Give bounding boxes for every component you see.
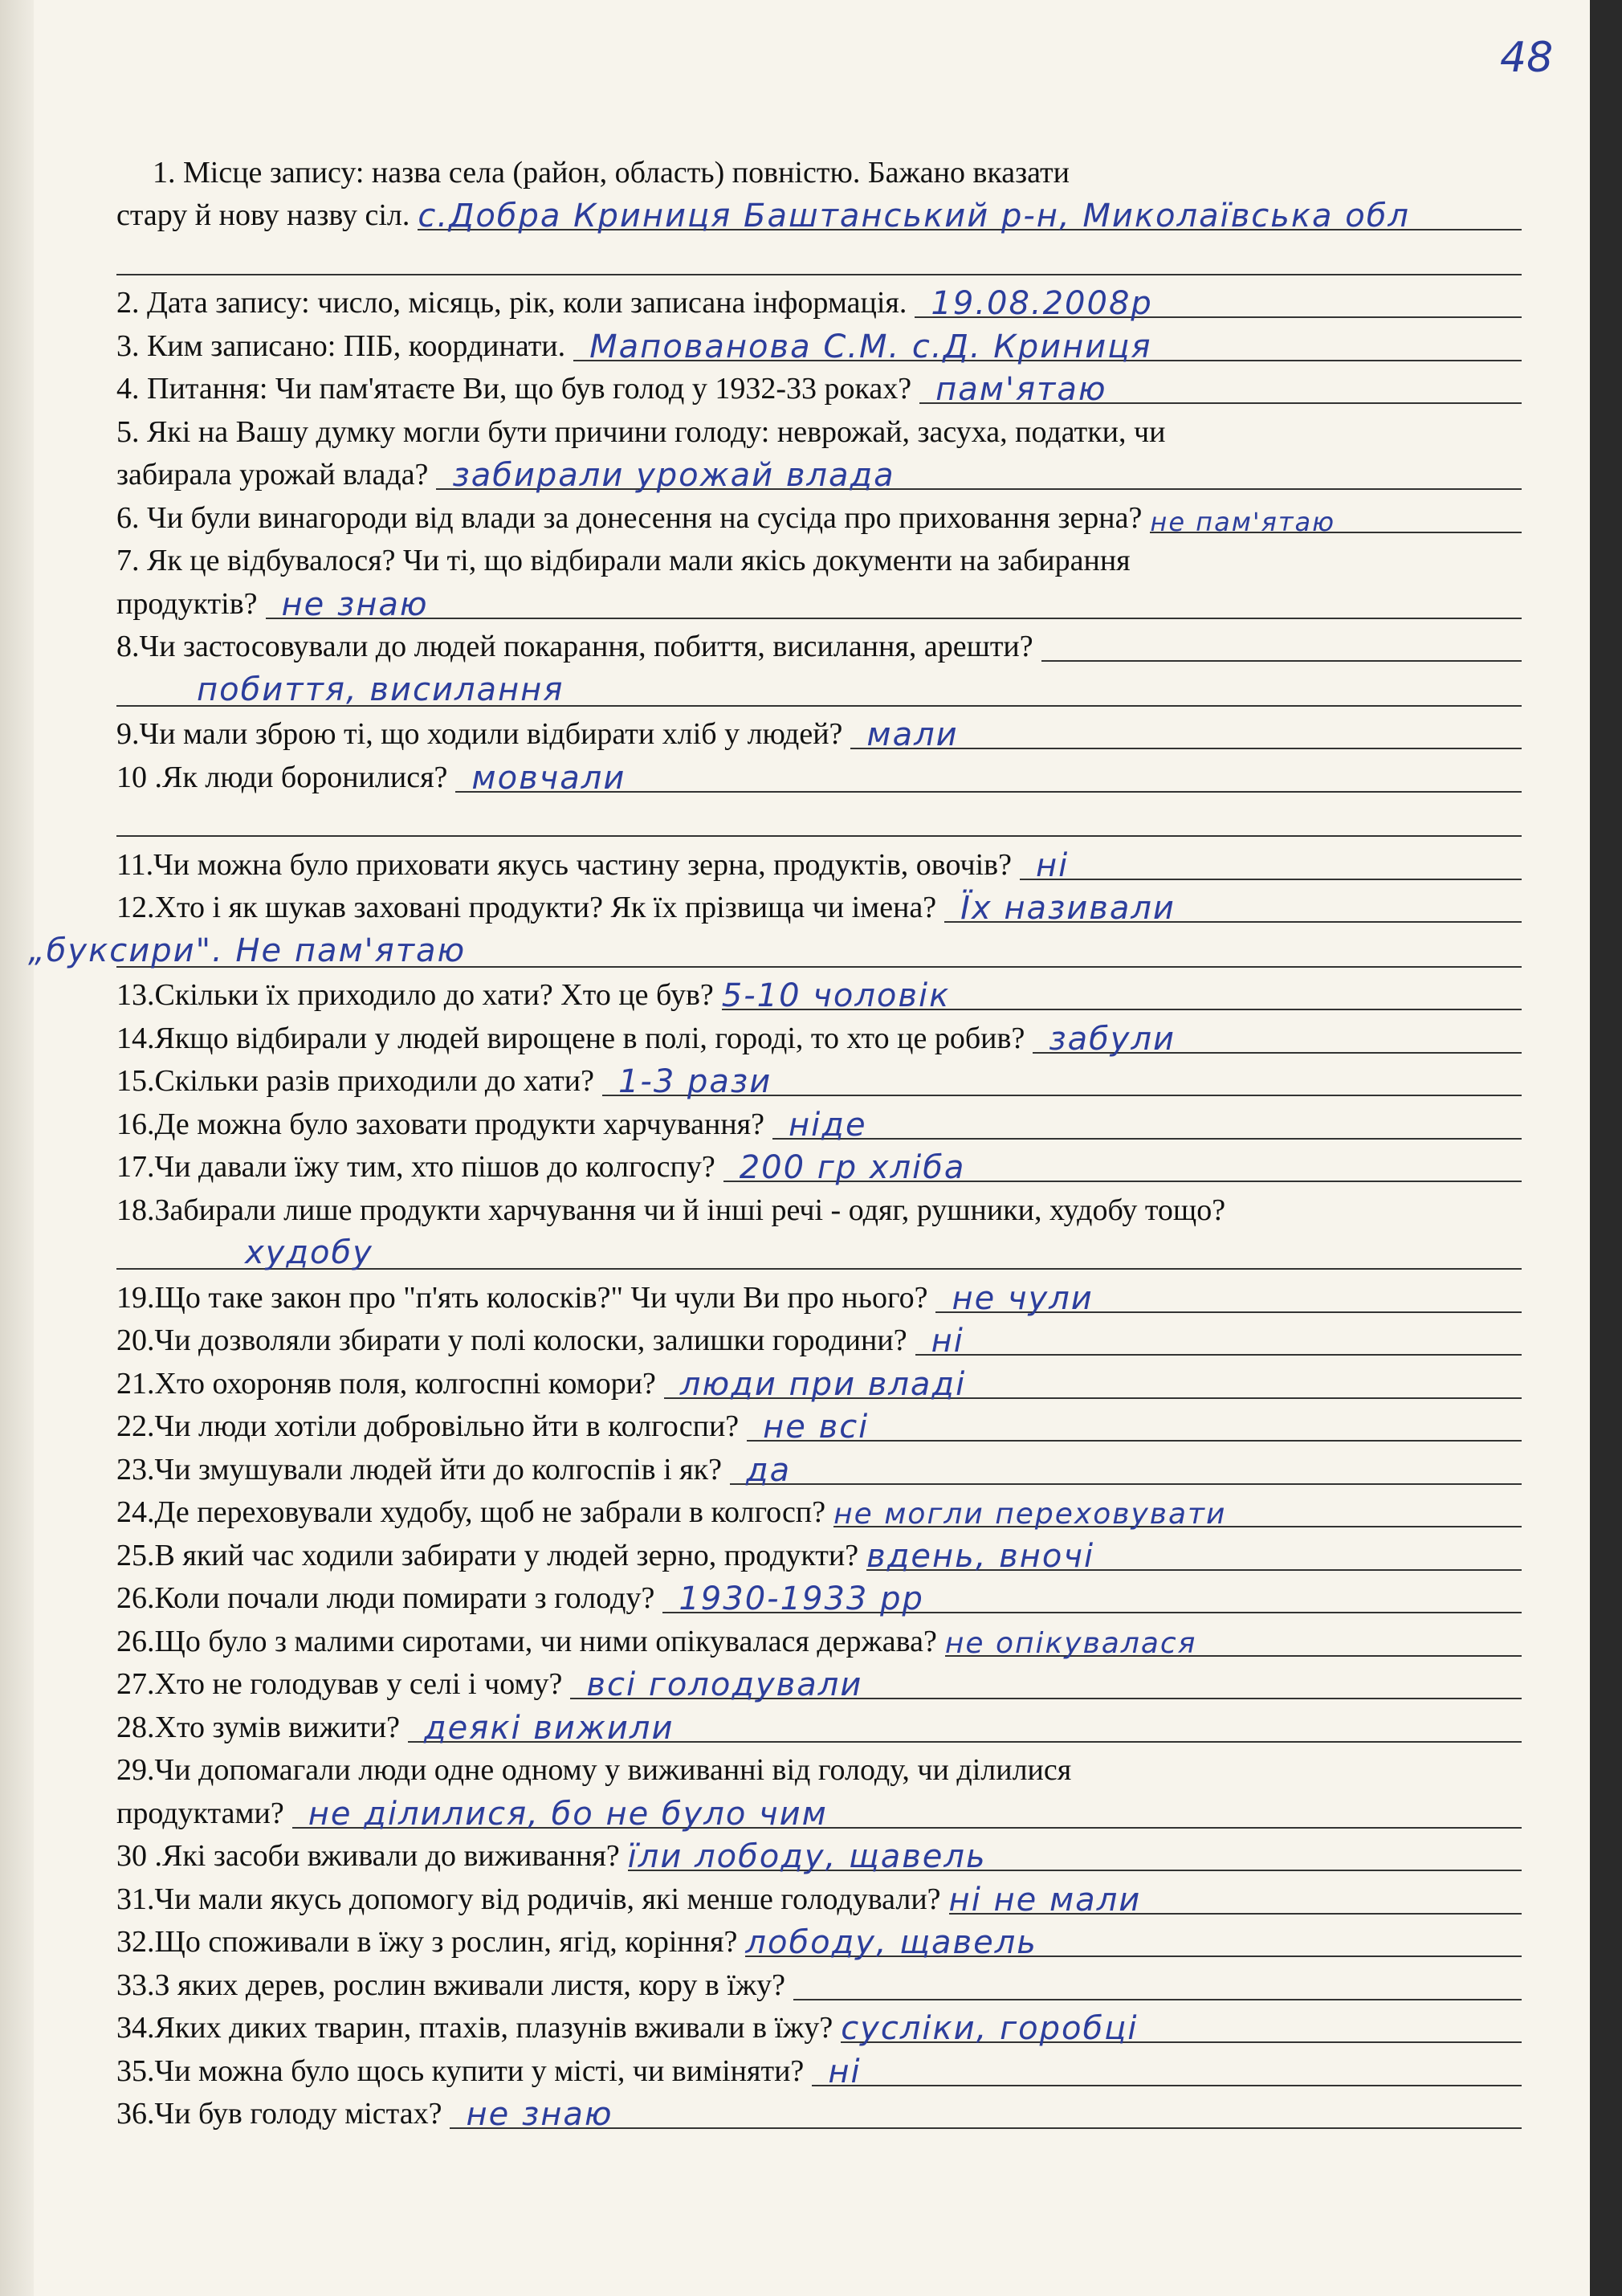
question-2 xyxy=(116,275,1522,322)
question-19 xyxy=(116,1270,1522,1317)
handwritten-answer: мали xyxy=(866,716,959,753)
question-21 xyxy=(116,1356,1522,1403)
answer-line[interactable] xyxy=(292,1795,1522,1833)
handwritten-answer: 1-3 рази xyxy=(617,1063,772,1100)
answer-line[interactable] xyxy=(772,1106,1522,1144)
question-12 xyxy=(116,880,1522,927)
question-34 xyxy=(116,2000,1522,2047)
question-33 xyxy=(116,1957,1522,2000)
answer-line[interactable] xyxy=(1041,628,1522,662)
question-3 xyxy=(116,318,1522,365)
handwritten-answer: не пам'ятаю xyxy=(1150,506,1336,537)
question-5-cont xyxy=(116,447,1522,494)
answer-line[interactable] xyxy=(408,1709,1522,1747)
questionnaire-form xyxy=(28,145,1522,2133)
handwritten-answer: 200 гр хліба xyxy=(739,1149,966,1186)
question-text: 13.Скільки їх приходило до хати? Хто це був? xyxy=(116,978,714,1012)
answer-line[interactable] xyxy=(841,2009,1522,2047)
answer-line-extra xyxy=(116,230,1522,275)
question-text: 29.Чи допомагали люди одне одному у виживанні від голоду, чи ділилися xyxy=(116,1753,1072,1787)
question-8 xyxy=(116,619,1522,663)
handwritten-answer: пам'ятаю xyxy=(935,371,1107,408)
handwritten-answer: ні xyxy=(931,1323,964,1360)
question-text: 26.Коли почали люди помирати з голоду? xyxy=(116,1581,655,1615)
question-11 xyxy=(116,837,1522,884)
question-18 xyxy=(116,1182,1522,1225)
handwritten-answer: мовчали xyxy=(471,759,626,797)
answer-line[interactable] xyxy=(935,1279,1522,1317)
question-29-cont xyxy=(116,1785,1522,1833)
question-7-cont xyxy=(116,576,1522,623)
handwritten-answer: ні не мали xyxy=(948,1881,1142,1919)
handwritten-answer: 19.08.2008р xyxy=(931,285,1153,322)
question-text: 5. Які на Вашу думку могли бути причини голоду: неврожай, засуха, податки, чи xyxy=(116,414,1166,449)
question-16 xyxy=(116,1096,1522,1144)
question-text: 14.Якщо відбирали у людей вирощене в полі, городі, то хто це робив? xyxy=(116,1021,1025,1055)
answer-line[interactable] xyxy=(850,716,1522,753)
question-text: 12.Хто і як шукав заховані продукти? Як їх прізвища чи імена? xyxy=(116,891,937,924)
answer-line[interactable] xyxy=(664,1365,1522,1403)
handwritten-answer: Мапованова С.М. с.Д. Криниця xyxy=(589,328,1152,365)
handwritten-answer: їли лободу, щавель xyxy=(627,1838,987,1875)
answer-line[interactable] xyxy=(730,1451,1522,1489)
answer-line[interactable] xyxy=(915,284,1522,322)
question-24 xyxy=(116,1485,1522,1531)
answer-line-extra[interactable] xyxy=(116,662,1522,707)
question-text: 36.Чи був голоду містах? xyxy=(116,2097,442,2131)
question-13 xyxy=(116,968,1522,1014)
answer-line-extra xyxy=(116,793,1522,838)
handwritten-answer: не чули xyxy=(952,1279,1094,1317)
question-25 xyxy=(116,1527,1522,1575)
answer-line[interactable] xyxy=(627,1837,1522,1875)
handwritten-answer: забирали урожай влада xyxy=(452,457,895,494)
question-text: 33.З яких дерев, рослин вживали листя, кору в їжу? xyxy=(116,1968,786,2002)
page-number: 48 xyxy=(1500,34,1554,82)
answer-line[interactable] xyxy=(455,759,1522,797)
question-7 xyxy=(116,533,1522,577)
answer-line[interactable] xyxy=(1020,846,1522,884)
question-text: 34.Яких диких тварин, птахів, плазунів вживали в їжу? xyxy=(116,2011,833,2045)
answer-line[interactable] xyxy=(745,1923,1522,1961)
question-text: 27.Хто не голодував у селі і чому? xyxy=(116,1667,563,1701)
answer-line[interactable] xyxy=(266,585,1522,623)
question-36 xyxy=(116,2086,1522,2133)
answer-line-extra[interactable] xyxy=(116,1225,1522,1270)
answer-line[interactable] xyxy=(436,456,1522,494)
handwritten-answer: ні xyxy=(1035,846,1070,884)
question-28 xyxy=(116,1699,1522,1747)
question-text: 20.Чи дозволяли збирати у полі колоски, залишки городини? xyxy=(116,1323,907,1357)
question-text: 24.Де переховували худобу, щоб не забрали в колгосп? xyxy=(116,1495,826,1529)
question-text: 3. Ким записано: ПІБ, координати. xyxy=(116,328,566,363)
answer-line[interactable] xyxy=(570,1666,1522,1703)
question-30 xyxy=(116,1829,1522,1875)
question-1 xyxy=(116,145,1522,188)
question-27 xyxy=(116,1657,1522,1703)
handwritten-answer: да xyxy=(745,1451,792,1489)
handwritten-answer: не знаю xyxy=(281,585,429,623)
answer-line[interactable] xyxy=(812,2053,1522,2090)
question-17 xyxy=(116,1140,1522,1186)
question-text: 23.Чи змушували людей йти до колгоспів і як? xyxy=(116,1452,722,1486)
handwritten-answer: сусліки, горобці xyxy=(841,2010,1139,2047)
handwritten-answer: всі голодували xyxy=(586,1666,863,1703)
question-35 xyxy=(116,2043,1522,2090)
question-6 xyxy=(116,490,1522,537)
question-20 xyxy=(116,1313,1522,1360)
answer-line[interactable] xyxy=(944,1623,1522,1660)
question-text: забирала урожай влада? xyxy=(116,458,429,491)
question-text: 22.Чи люди хотіли добровільно йти в колгоспи? xyxy=(116,1409,740,1443)
answer-line[interactable] xyxy=(944,889,1522,927)
question-text: 35.Чи можна було щось купити у місті, чи виміняти? xyxy=(116,2053,805,2088)
question-text: 7. Як це відбувалося? Чи ті, що відбирали мали якісь документи на забирання xyxy=(116,544,1131,577)
question-5 xyxy=(116,404,1522,447)
handwritten-answer: не ділилися, бо не було чим xyxy=(308,1795,828,1833)
question-9 xyxy=(116,707,1522,753)
question-text: 25.В який час ходили забирати у людей зерно, продукти? xyxy=(116,1538,859,1572)
page-left-edge xyxy=(0,0,34,2296)
question-text: 8.Чи застосовували до людей покарання, побиття, висилання, арешти? xyxy=(116,630,1033,663)
question-32 xyxy=(116,1915,1522,1961)
answer-line[interactable] xyxy=(721,977,1522,1014)
question-text: 19.Що таке закон про "п'ять колосків?" Чи чули Ви про нього? xyxy=(116,1280,928,1315)
answer-line[interactable] xyxy=(723,1148,1522,1186)
answer-line[interactable] xyxy=(418,197,1522,234)
question-14 xyxy=(116,1010,1522,1058)
question-text: продуктів? xyxy=(116,586,258,621)
handwritten-answer: 5-10 чоловік xyxy=(721,977,951,1014)
handwritten-answer: забули xyxy=(1049,1020,1176,1058)
answer-line[interactable] xyxy=(747,1408,1522,1446)
answer-line[interactable] xyxy=(833,1494,1522,1531)
answer-line[interactable] xyxy=(450,2095,1522,2133)
handwritten-answer: вдень, вночі xyxy=(866,1537,1095,1575)
question-26a xyxy=(116,1571,1522,1617)
handwritten-answer: не знаю xyxy=(466,2096,613,2133)
handwritten-answer: 1930-1933 рр xyxy=(679,1580,924,1617)
question-15 xyxy=(116,1054,1522,1100)
handwritten-answer: ні xyxy=(828,2053,862,2090)
question-text: 9.Чи мали зброю ті, що ходили відбирати хліб у людей? xyxy=(116,717,843,751)
answer-line[interactable] xyxy=(662,1580,1522,1617)
answer-line[interactable] xyxy=(915,1322,1522,1360)
question-10 xyxy=(116,749,1522,797)
handwritten-answer: не опікувалася xyxy=(944,1626,1197,1660)
handwritten-answer: не могли переховувати xyxy=(833,1498,1227,1531)
question-31 xyxy=(116,1871,1522,1919)
question-text: 32.Що споживали в їжу з рослин, ягід, коріння? xyxy=(116,1925,738,1959)
handwritten-answer: не всі xyxy=(763,1409,870,1446)
question-4 xyxy=(116,361,1522,408)
question-29 xyxy=(116,1743,1522,1786)
answer-line[interactable] xyxy=(1150,500,1522,537)
handwritten-answer: деякі вижили xyxy=(423,1709,674,1747)
handwritten-answer: люди при владі xyxy=(679,1365,967,1403)
answer-line[interactable] xyxy=(573,328,1522,365)
question-text: стару й нову назву сіл. xyxy=(116,198,410,232)
answer-line[interactable] xyxy=(793,1967,1522,2000)
answer-line-extra[interactable] xyxy=(28,923,1522,969)
question-text: 4. Питання: Чи пам'ятаєте Ви, що був голод у 1932-33 роках? xyxy=(116,372,912,406)
question-text: 15.Скільки разів приходили до хати? xyxy=(116,1064,594,1098)
question-text: продуктами? xyxy=(116,1796,284,1830)
handwritten-answer: побиття, висилання xyxy=(197,671,564,708)
answer-line[interactable] xyxy=(919,370,1522,408)
question-26b xyxy=(116,1613,1522,1660)
question-text: 10 .Як люди боронилися? xyxy=(116,760,448,794)
question-text: 17.Чи давали їжу тим, хто пішов до колгоспу? xyxy=(116,1150,715,1184)
handwritten-answer-cont: „буксири". Не пам'ятаю xyxy=(28,932,467,969)
question-text: 18.Забирали лише продукти харчування чи й інші речі - одяг, рушники, худобу тощо? xyxy=(116,1193,1226,1227)
question-text: 16.Де можна було заховати продукти харчування? xyxy=(116,1107,765,1141)
question-23 xyxy=(116,1442,1522,1489)
answer-line[interactable] xyxy=(602,1062,1522,1100)
question-text: 26.Що було з малими сиротами, чи ними опікувалася держава? xyxy=(116,1624,937,1658)
handwritten-answer: ніде xyxy=(789,1106,867,1144)
answer-line[interactable] xyxy=(948,1881,1522,1919)
question-text: 30 .Які засоби вживали до виживання? xyxy=(116,1839,620,1873)
handwritten-answer: лободу, щавель xyxy=(745,1924,1037,1961)
answer-line[interactable] xyxy=(1033,1020,1522,1058)
question-text: 1. Місце запису: назва села (район, область) повністю. Бажано вказати xyxy=(153,155,1070,190)
handwritten-answer: с.Добра Криниця Баштанський р-н, Миколаївська обл xyxy=(418,198,1410,234)
question-text: 31.Чи мали якусь допомогу від родичів, які менше голодували? xyxy=(116,1882,941,1916)
handwritten-answer: худобу xyxy=(245,1234,373,1271)
question-text: 11.Чи можна було приховати якусь частину зерна, продуктів, овочів? xyxy=(116,847,1012,882)
question-text: 6. Чи були винагороди від влади за донесення на сусіда про приховання зерна? xyxy=(116,500,1143,535)
question-text: 2. Дата запису: число, місяць, рік, коли записана інформація. xyxy=(116,286,907,320)
question-text: 21.Хто охороняв поля, колгоспні комори? xyxy=(116,1366,656,1401)
question-text: 28.Хто зумів вижити? xyxy=(116,1710,400,1744)
question-22 xyxy=(116,1399,1522,1446)
question-1-cont xyxy=(116,188,1522,234)
handwritten-answer: Їх називали xyxy=(960,890,1176,927)
answer-line[interactable] xyxy=(866,1537,1522,1575)
